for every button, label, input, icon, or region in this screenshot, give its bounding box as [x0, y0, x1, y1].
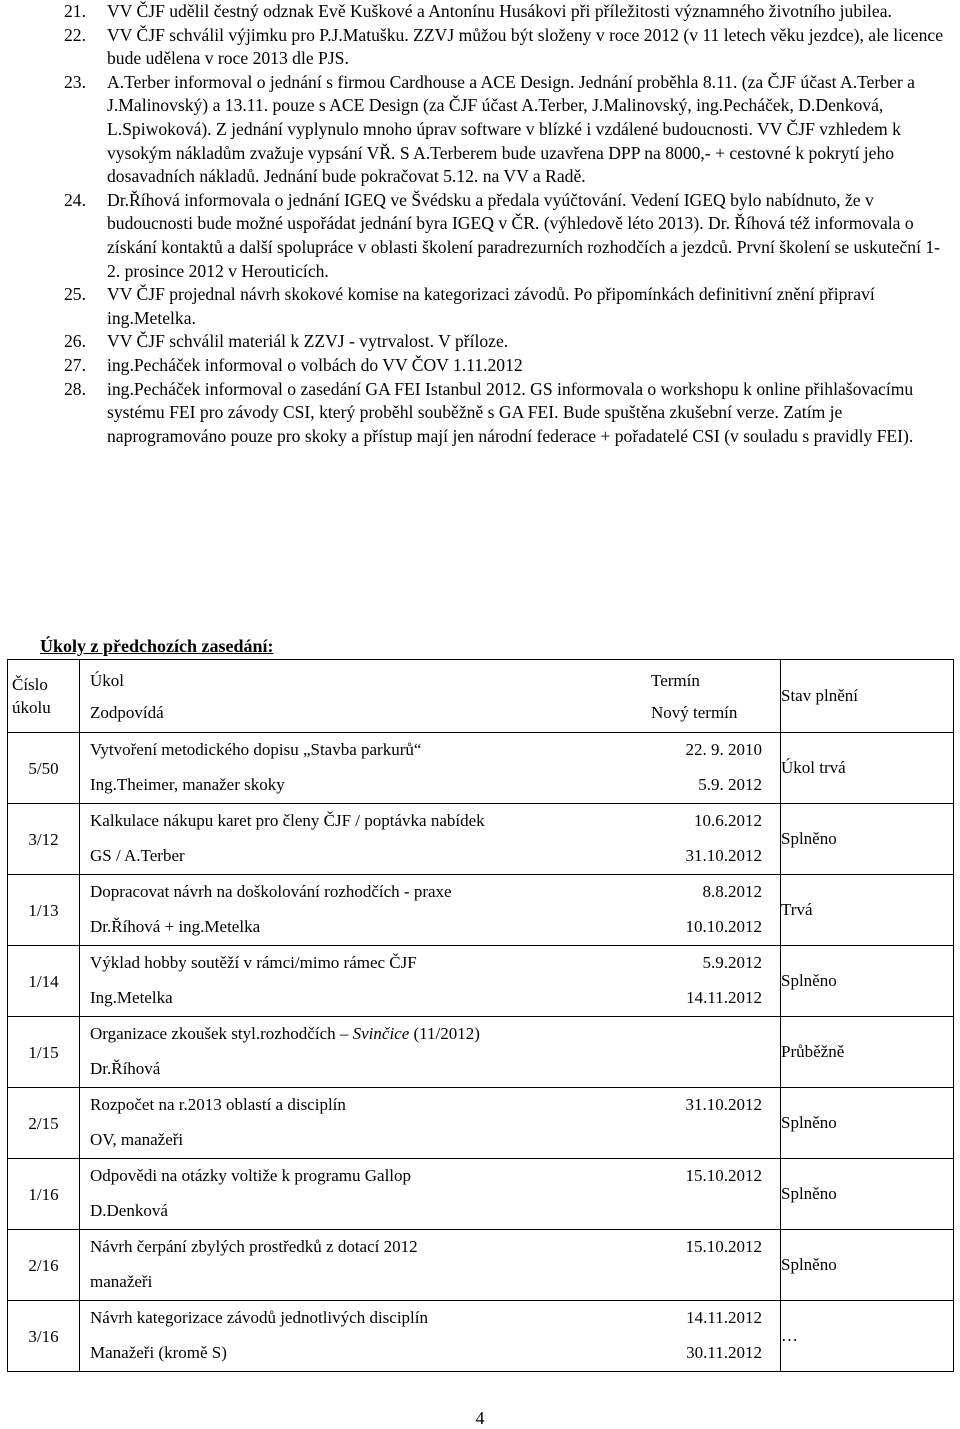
- row-number: 3/16: [8, 1301, 80, 1372]
- list-item: 27. ing.Pecháček informoval o volbách do VV ČOV 1.11.2012: [64, 354, 523, 375]
- row-new-deadline: 5.9. 2012: [698, 775, 762, 794]
- header-status: Stav plnění: [781, 660, 954, 733]
- row-status: …: [781, 1301, 954, 1372]
- row-status: Úkol trvá: [781, 733, 954, 804]
- row-deadline: 5.9.2012: [702, 953, 762, 972]
- table-row: [8, 875, 954, 946]
- row-status: Splněno: [781, 1088, 954, 1159]
- row-responsible: Dr.Říhová: [90, 1059, 161, 1078]
- row-task: Návrh kategorizace závodů jednotlivých disciplín: [90, 1308, 428, 1327]
- list-item: 25. VV ČJF projednal návrh skokové komise na kategorizaci závodů. Po připomínkách definitivní znění připraví ing.Metelka.: [64, 284, 875, 328]
- row-deadline: 10.6.2012: [694, 811, 762, 830]
- row-deadline: 31.10.2012: [685, 1095, 762, 1114]
- row-status: Průběžně: [781, 1017, 954, 1088]
- row-deadline: 15.10.2012: [685, 1166, 762, 1185]
- meeting-items-list: [64, 0, 944, 448]
- row-number: 5/50: [8, 733, 80, 804]
- table-header-row: [8, 660, 954, 733]
- row-responsible: OV, manažeři: [90, 1130, 184, 1149]
- row-status: Splněno: [781, 1159, 954, 1230]
- table-row: [8, 1088, 954, 1159]
- list-item: 28. ing.Pecháček informoval o zasedání GA FEI Istanbul 2012. GS informovala o workshopu k online přihlašovacímu systému FEI pro závody CSI, který proběhl souběžně s GA FEI. Bude spuštěna zkušební verze. Zatím je naprogramováno pouze pro skoky a přístup mají jen národní federace + pořadatelé CSI (v souladu s pravidly FEI).: [64, 378, 914, 446]
- table-row: [8, 1301, 954, 1372]
- header-new-deadline: Nový termín: [651, 703, 738, 722]
- table-row: [8, 733, 954, 804]
- row-new-deadline: 30.11.2012: [686, 1343, 762, 1362]
- list-item: 23. A.Terber informoval o jednání s firmou Cardhouse a ACE Design. Jednání proběhla 8.11. (za ČJF účast A.Terber a J.Malinovský) a 13.11. pouze s ACE Design (za ČJF účast A.Terber, J.Malinovský, ing.Pecháček, D.Denková, L.Spiwoková). Z jednání vyplynulo mnoho úprav software v blízké i vzdálené budoucnosti. VV ČJF vzhledem k vysokým nákladům zvažuje vypsání VŘ. S A.Terberem bude uzavřena DPP na 8000,- + cestovné k pokrytí jeho dosavadních nákladů. Jednání bude pokračovat 5.12. na VV a Radě.: [64, 71, 915, 187]
- table-row: [8, 946, 954, 1017]
- row-task-italic: Svinčice: [352, 1024, 410, 1043]
- row-deadline: 14.11.2012: [686, 1308, 762, 1327]
- row-task: Vytvoření metodického dopisu „Stavba parkurů“: [90, 740, 422, 759]
- row-number: 1/13: [8, 875, 80, 946]
- row-task: Výklad hobby soutěží v rámci/mimo rámec ČJF: [90, 953, 417, 972]
- row-responsible: Ing.Theimer, manažer skoky: [90, 775, 285, 794]
- row-status: Splněno: [781, 804, 954, 875]
- row-task: Dopracovat návrh na doškolování rozhodčích - praxe: [90, 882, 452, 901]
- header-task: Úkol: [90, 671, 124, 690]
- row-number: 3/12: [8, 804, 80, 875]
- row-number: 2/15: [8, 1088, 80, 1159]
- row-number: 1/15: [8, 1017, 80, 1088]
- list-item: 22. VV ČJF schválil výjimku pro P.J.Matušku. ZZVJ můžou být složeny v roce 2012 (v 11 letech věku jezdce), ale licence bude udělena v roce 2013 dle PJS.: [64, 24, 944, 69]
- row-responsible: Dr.Říhová + ing.Metelka: [90, 917, 261, 936]
- list-item: 21. VV ČJF udělil čestný odznak Evě Kuškové a Antonínu Husákovi při příležitosti významného životního jubilea.: [64, 1, 892, 21]
- page-number: 4: [475, 1408, 485, 1428]
- header-deadline: Termín: [651, 671, 700, 690]
- row-task: Návrh čerpání zbylých prostředků z dotací 2012: [90, 1237, 418, 1256]
- row-number: 2/16: [8, 1230, 80, 1301]
- header-number: Číslo úkolu: [8, 660, 80, 733]
- row-task: Odpovědi na otázky voltiže k programu Gallop: [90, 1166, 412, 1185]
- row-new-deadline: 10.10.2012: [685, 917, 762, 936]
- row-new-deadline: 31.10.2012: [685, 846, 762, 865]
- section-title: Úkoly z předchozích zasedání:: [40, 636, 274, 656]
- row-number: 1/16: [8, 1159, 80, 1230]
- table-row: [8, 1230, 954, 1301]
- row-responsible: Manažeři (kromě S): [90, 1343, 227, 1362]
- row-task: Kalkulace nákupu karet pro členy ČJF / poptávka nabídek: [90, 811, 485, 830]
- table-row: [8, 804, 954, 875]
- row-responsible: GS / A.Terber: [90, 846, 185, 865]
- table-row: [8, 1159, 954, 1230]
- row-responsible: manažeři: [90, 1272, 153, 1291]
- table-row: [8, 1017, 954, 1088]
- row-number: 1/14: [8, 946, 80, 1017]
- row-responsible: Ing.Metelka: [90, 988, 173, 1007]
- row-task: Organizace zkoušek styl.rozhodčích – Svinčice (11/2012): [90, 1024, 480, 1043]
- header-task-cell: [80, 660, 781, 733]
- header-responsible: Zodpovídá: [90, 703, 164, 722]
- row-status: Splněno: [781, 946, 954, 1017]
- row-deadline: 8.8.2012: [702, 882, 762, 901]
- row-status: Trvá: [781, 875, 954, 946]
- row-deadline: 15.10.2012: [685, 1237, 762, 1256]
- list-item: 26. VV ČJF schválil materiál k ZZVJ - vytrvalost. V příloze.: [64, 331, 509, 352]
- row-status: Splněno: [781, 1230, 954, 1301]
- tasks-table: [7, 659, 954, 1372]
- row-new-deadline: 14.11.2012: [686, 988, 762, 1007]
- row-task: Rozpočet na r.2013 oblastí a disciplín: [90, 1095, 346, 1114]
- row-responsible: D.Denková: [90, 1201, 168, 1220]
- list-item: 24. Dr.Říhová informovala o jednání IGEQ ve Švédsku a předala vyúčtování. Vedení IGEQ bylo nabídnuto, že v budoucnosti bude možné uspořádat jednání byra IGEQ v ČR. (výhledově léto 2013). Dr. Říhová též informovala o získání kontaktů a další spolupráce v oblasti školení paradrezurních rozhodčích a jezdců. První školení se uskuteční 1-2. prosince 2012 v Herouticích.: [64, 189, 941, 281]
- row-deadline: 22. 9. 2010: [685, 740, 762, 759]
